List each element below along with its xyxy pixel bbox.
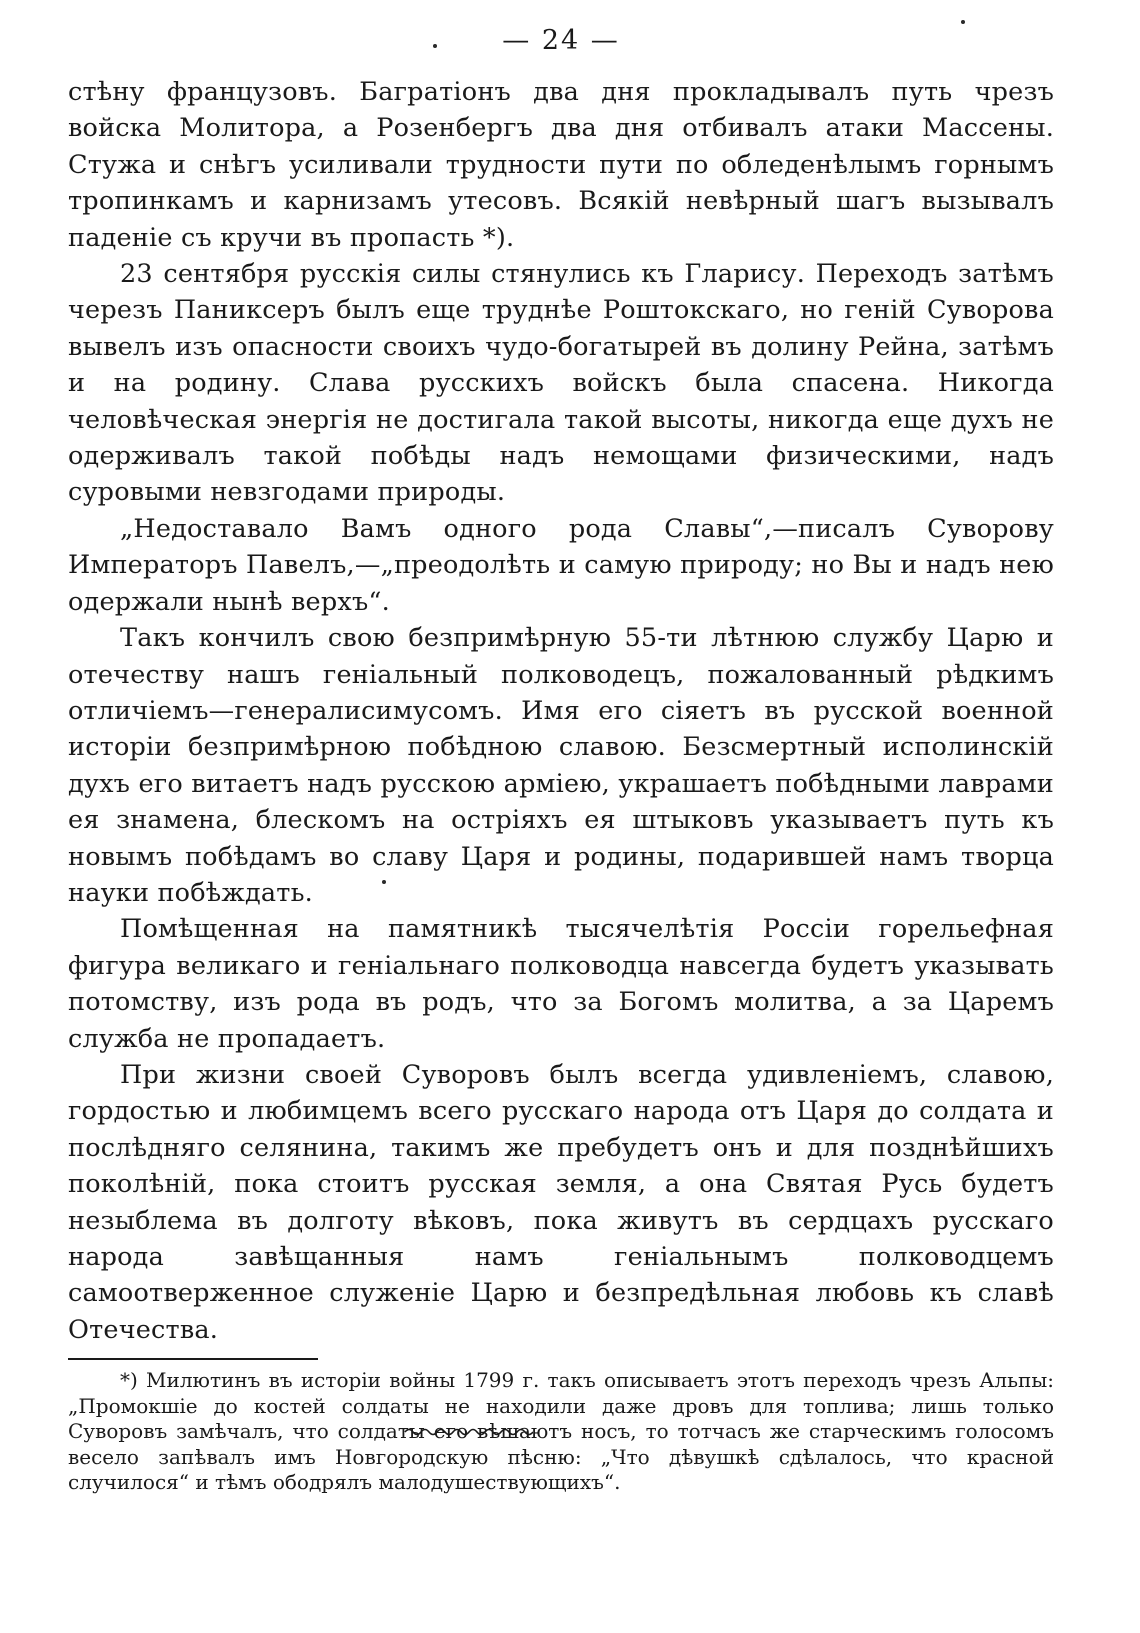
paragraph-1: стѣну французовъ. Багратіонъ два дня прокладывалъ путь чрезъ войска Молитора, а Розенбергъ два дня отбивалъ атаки Массены. Стужа и снѣгъ усиливали трудности пути по обледенѣлымъ горнымъ тропинкамъ и карнизамъ утесовъ. Всякій невѣрный шагъ вызывалъ паденіе съ кручи въ пропасть *). <box>68 77 1054 253</box>
page-number: — 24 — <box>502 25 620 56</box>
paragraph-4: Такъ кончилъ свою безпримѣрную 55-ти лѣтнюю службу Царю и отечеству нашъ геніальный полководецъ, пожалованный рѣдкимъ отличіемъ—генералисимусомъ. Имя его сіяетъ въ русской военной исторіи безпримѣрною побѣдною славою. Безсмертный исполинскій духъ его витаетъ надъ русскою арміею, украшаетъ побѣдными лаврами ея знамена, блескомъ на остріяхъ ея штыковъ указываетъ путь къ новымъ побѣдамъ во славу Царя и родины, подарившей намъ творца науки побѣждать. <box>68 623 1054 908</box>
paragraph-3: „Недоставало Вамъ одного рода Славы“,—писалъ Суворову Императоръ Павелъ,—„преодолѣть и самую природу; но Вы и надъ нею одержали нынѣ верхъ“. <box>68 513 1054 617</box>
main-text <box>68 74 1054 1348</box>
stray-ink-dot <box>433 44 437 48</box>
paragraph-6: При жизни своей Суворовъ былъ всегда удивленіемъ, славою, гордостью и любимцемъ всего русскаго народа отъ Царя до солдата и послѣдняго селянина, такимъ же пребудетъ онъ и для позднѣйшихъ поколѣній, пока стоитъ русская земля, а она Святая Русь будетъ незыблема въ долготу вѣковъ, пока живутъ въ сердцахъ русскаго народа завѣщанныя намъ геніальнымъ полководцемъ самоотверженное служеніе Царю и безпредѣльная любовь къ славѣ Отечества. <box>68 1059 1054 1345</box>
stray-ink-dot <box>382 880 386 884</box>
footnote-separator <box>68 1358 318 1360</box>
book-page <box>68 24 1054 1496</box>
paragraph-5: Помѣщенная на памятникѣ тысячелѣтія Россіи горельефная фигура великаго и геніальнаго полководца навсегда будетъ указывать потомству, изъ рода въ родъ, что за Богомъ молитва, а за Царемъ служба не пропадаетъ. <box>68 914 1054 1054</box>
footnote: *) Милютинъ въ исторіи войны 1799 г. такъ описываетъ этотъ переходъ чрезъ Альпы: „Промокшіе до костей солдаты не находили даже дровъ для топлива; лишь только Суворовъ замѣчалъ, что солдаты его вѣшаютъ носъ, то тотчасъ же старческимъ голосомъ весело запѣвалъ имъ Новгородскую пѣсню: „Что дѣвушкѣ сдѣлалось, что красной случилося“ и тѣмъ ободрялъ малодушествующихъ“. <box>68 1368 1054 1495</box>
paragraph-2: 23 сентября русскія силы стянулись къ Гларису. Переходъ затѣмъ черезъ Паниксеръ былъ еще труднѣе Роштокскаго, но геній Суворова вывелъ изъ опасности своихъ чудо-богатырей въ долину Рейна, затѣмъ и на родину. Слава русскихъ войскъ была спасена. Никогда человѣческая энергія не достигала такой высоты, никогда еще духъ не одерживалъ такой побѣды надъ немощами физическими, надъ суровыми невзгодами природы. <box>68 259 1054 508</box>
end-ornament-wavy-line <box>403 1425 533 1439</box>
stray-ink-dot <box>961 20 965 24</box>
